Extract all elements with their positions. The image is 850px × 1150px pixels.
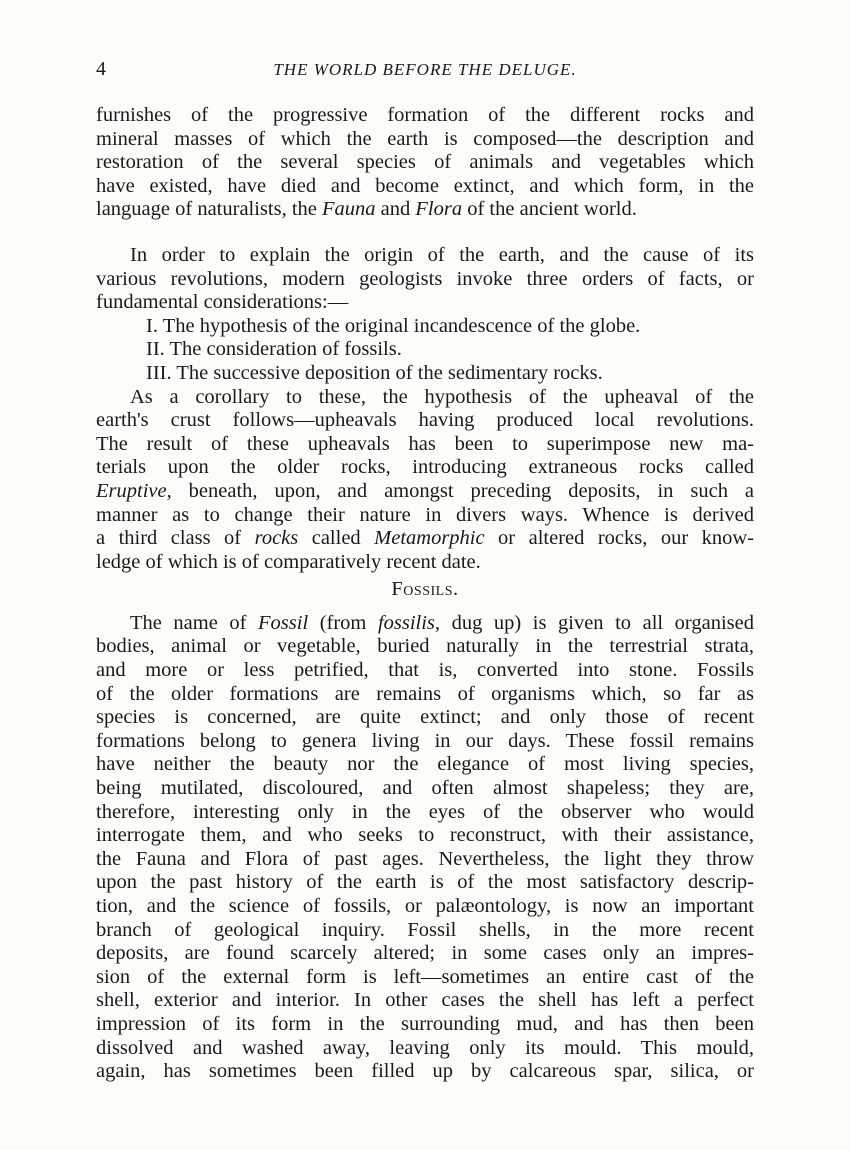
text-line: The name of Fossil (from fossilis, dug up) is given to all organised bbox=[130, 611, 754, 634]
text-line: shell, exterior and interior. In other cases the shell has left a perfect bbox=[96, 989, 754, 1012]
text-line: deposits, are found scarcely altered; in some cases only an impres- bbox=[96, 942, 754, 965]
text-line: and more or less petrified, that is, converted into stone. Fossils bbox=[96, 659, 754, 682]
text-line: sion of the external form is left—sometimes an entire cast of the bbox=[96, 965, 754, 988]
text-line: a third class of rocks called Metamorphic or altered rocks, our know- bbox=[96, 527, 754, 550]
text-line: mineral masses of which the earth is composed—the description and bbox=[96, 127, 754, 150]
body-text bbox=[96, 104, 754, 1084]
list-item: II. The consideration of fossils. bbox=[146, 338, 402, 361]
text-line: dissolved and washed away, leaving only its mould. This mould, bbox=[96, 1036, 754, 1059]
page-header bbox=[96, 58, 754, 88]
text-line: the Fauna and Flora of past ages. Nevertheless, the light they throw bbox=[96, 847, 754, 870]
text-line: language of naturalists, the Fauna and Flora of the ancient world. bbox=[96, 198, 637, 221]
text-line: impression of its form in the surrounding mud, and has then been bbox=[96, 1012, 754, 1035]
text-line: branch of geological inquiry. Fossil shells, in the more recent bbox=[96, 918, 754, 941]
list-item: III. The successive deposition of the sedimentary rocks. bbox=[146, 361, 603, 384]
text-line: formations belong to genera living in our days. These fossil remains bbox=[96, 729, 754, 752]
running-title: THE WORLD BEFORE THE DELUGE. bbox=[273, 60, 577, 79]
considerations-list bbox=[96, 315, 754, 386]
text-line: manner as to change their nature in divers ways. Whence is derived bbox=[96, 503, 754, 526]
text-line: The result of these upheavals has been to superimpose new ma- bbox=[96, 432, 754, 455]
text-line: being mutilated, discoloured, and often almost shapeless; they are, bbox=[96, 777, 754, 800]
text-line: of the older formations are remains of organisms which, so far as bbox=[96, 682, 754, 705]
text-line: terials upon the older rocks, introducing extraneous rocks called bbox=[96, 456, 754, 479]
text-line: again, has sometimes been filled up by calcareous spar, silica, or bbox=[96, 1060, 754, 1083]
text-line: therefore, interesting only in the eyes of the observer who would bbox=[96, 800, 754, 823]
text-line: have existed, have died and become extinct, and which form, in the bbox=[96, 174, 754, 197]
list-item: I. The hypothesis of the original incandescence of the globe. bbox=[146, 314, 641, 337]
text-line: restoration of the several species of animals and vegetables which bbox=[96, 151, 754, 174]
page-number: 4 bbox=[96, 58, 106, 80]
text-line: furnishes of the progressive formation of the different rocks and bbox=[96, 104, 754, 126]
text-line: interrogate them, and who seeks to reconstruct, with their assistance, bbox=[96, 824, 754, 847]
text-line: have neither the beauty nor the elegance of most living species, bbox=[96, 753, 754, 776]
section-heading: Fossils. bbox=[391, 578, 459, 601]
text-line: In order to explain the origin of the earth, and the cause of its bbox=[130, 243, 754, 266]
text-line: species is concerned, are quite extinct; and only those of recent bbox=[96, 706, 754, 729]
text-line: Eruptive, beneath, upon, and amongst preceding deposits, in such a bbox=[96, 479, 754, 502]
text-line: upon the past history of the earth is of the most satisfactory descrip- bbox=[96, 871, 754, 894]
text-line: tion, and the science of fossils, or palæontology, is now an important bbox=[96, 895, 754, 917]
text-line: various revolutions, modern geologists invoke three orders of facts, or bbox=[96, 267, 754, 290]
text-line: earth's crust follows—upheavals having produced local revolutions. bbox=[96, 409, 754, 432]
text-line: fundamental considerations:— bbox=[96, 291, 349, 314]
text-line: As a corollary to these, the hypothesis of the upheaval of the bbox=[130, 385, 754, 408]
paragraph-1 bbox=[96, 104, 754, 222]
paragraph-4 bbox=[96, 612, 754, 1084]
paragraph-3 bbox=[96, 386, 754, 575]
paragraph-2 bbox=[96, 244, 754, 315]
text-line: bodies, animal or vegetable, buried naturally in the terrestrial strata, bbox=[96, 635, 754, 658]
text-line: ledge of which is of comparatively recent date. bbox=[96, 550, 481, 573]
